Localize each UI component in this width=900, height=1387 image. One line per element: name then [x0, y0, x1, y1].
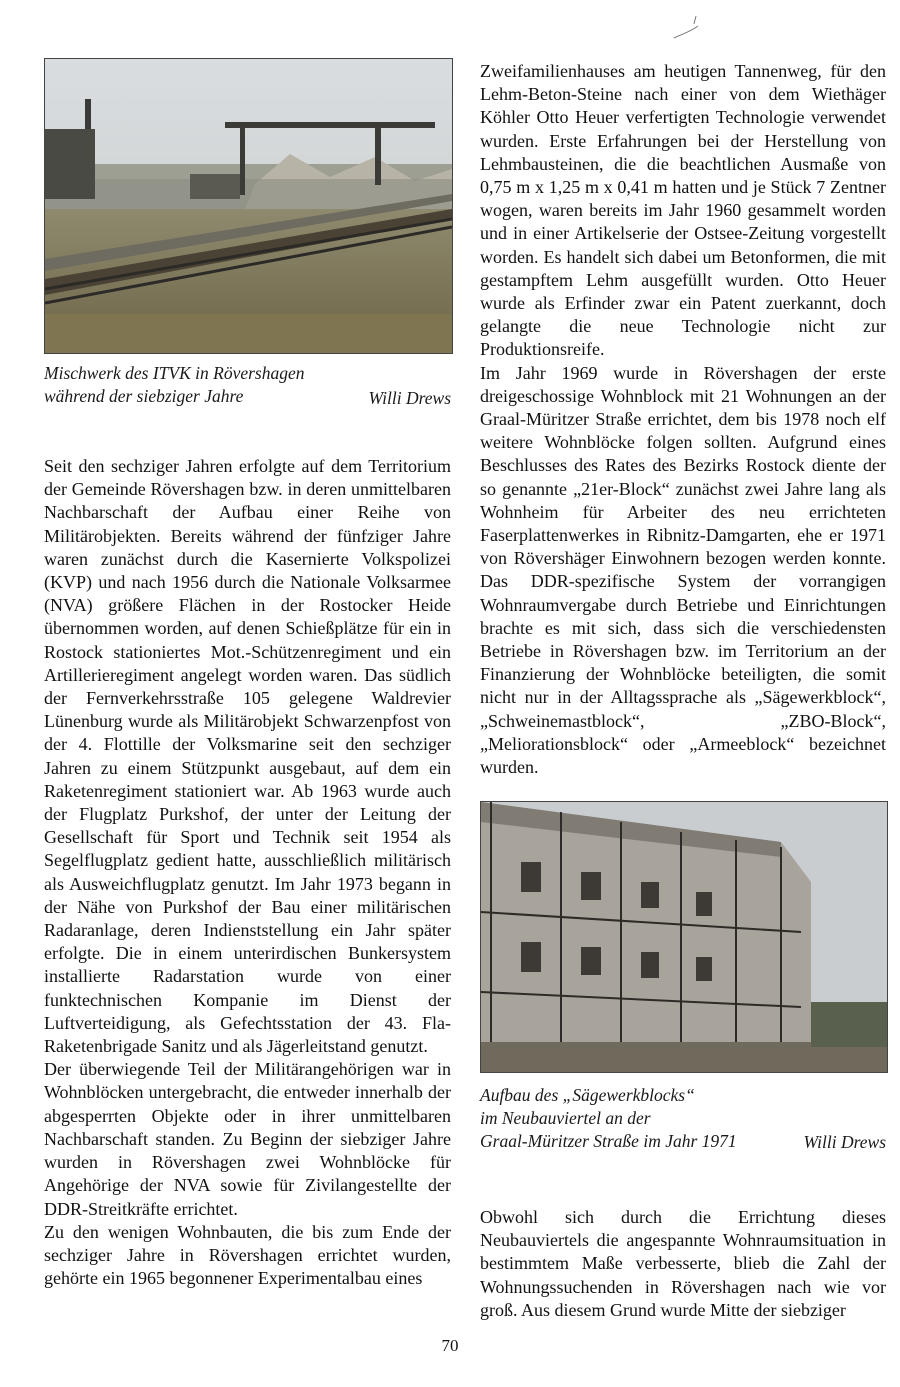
photo2-caption-line3: Graal-Müritzer Straße im Jahr 1971: [480, 1131, 737, 1151]
paragraph: Seit den sechziger Jahren erfolgte auf dem Territorium der Gemeinde Rövershagen bzw. in deren unmittelbaren Nachbarschaft der Aufbau einer Reihe von Militärobjekten. Bereits während der fünfziger Jahre waren zunächst durch die Kasernierte Volkspolizei (KVP) und nach 1956 durch die Nationale Volksarmee (NVA) größere Flächen in der Rostocker Heide übernommen worden, auf denen Schießplätze für ein in Rostock stationiertes Mot.-Schützenregiment und ein Artillerieregiment angelegt worden waren. Das südlich der Fernverkehrsstraße 105 gelegene Waldrevier Lünenburg wurde als Militärobjekt Schwarzenpfost von der 4. Flottille der Volksmarine seit den sechziger Jahren zu einem Stützpunkt ausgebaut, auf dem ein Raketenregiment stationiert war. Ab 1963 wurde auch der Flugplatz Purkshof, der unter der Leitung der Gesellschaft für Sport und Technik seit 1954 als Segelflugplatz gedient hatte, ausschließlich militärisch als Ausweichflugplatz genutzt. Im Jahr 1973 begann in der Nähe von Purkshof der Bau einer militärischen Radaranlage, deren Indienststellung ein Jahr später erfolgte. Die in einem unterirdischen Bunkersystem installierte Radarstation wurde von einer funktechnischen Kompanie im Dienst der Luftverteidigung, als Gefechtsstation der 43. Fla-Raketenbrigade Sanitz und als Jägerleitstand genutzt.: [44, 456, 451, 1057]
paragraph: Zweifamilienhauses am heutigen Tannenweg, für den Lehm-Beton-Steine nach einer von dem Wiethäger Köhler Otto Heuer verfertigten Technologie verwendet wurden. Erste Erfahrungen bei der Herstellung von Lehmbausteinen, die die beachtlichen Ausmaße von 0,75 m x 1,25 m x 0,41 m hatten und je Stück 7 Zentner wogen, waren bereits im Jahr 1960 gesammelt worden und in einer Artikelserie der Ostsee-Zeitung vorgestellt worden. Es handelt sich dabei um Betonformen, die mit gestampftem Lehm ausgefüllt wurden. Otto Heuer wurde als Erfinder zwar ein Patent zuerkannt, doch gelangte die neue Technologie nicht zur Produktionsreife.: [480, 61, 886, 360]
right-column-text: [480, 60, 886, 779]
pen-scribble-mark: [672, 12, 702, 42]
photo1-caption-line2: während der siebziger Jahre: [44, 386, 244, 406]
left-column-text: [44, 455, 451, 1290]
page-number: 70: [441, 1336, 459, 1355]
photo2-caption: [480, 1084, 886, 1154]
paragraph: Obwohl sich durch die Errichtung dieses Neubauviertels die angespannte Wohnraumsituation in bestimmtem Maße verbesserte, blieb die Zahl der Wohnungssuchenden in Rövershagen nach wie vor groß. Aus diesem Grund wurde Mitte der siebziger: [480, 1207, 886, 1320]
photo1-caption: [44, 362, 451, 410]
mixing-plant-photo: [44, 58, 453, 354]
paragraph: Im Jahr 1969 wurde in Rövershagen der erste dreigeschossige Wohnblock mit 21 Wohnungen an der Graal-Müritzer Straße errichtet, dem bis 1978 noch elf weitere Wohnblöcke folgen sollten. Aufgrund eines Beschlusses des Rates des Bezirks Rostock diente der so genannte „21er-Block“ zunächst zwei Jahre lang als Wohnheim für Arbeiter des neu errichteten Faserplattenwerkes in Ribnitz-Damgarten, ehe er 1971 von Rövershäger Einwohnern bezogen werden konnte. Das DDR-spezifische System der vorrangigen Wohnraumvergabe durch Betriebe und Einrichtungen brachte es mit sich, dass sich die verschiedensten Betriebe in Rövershagen bzw. im Territorium an der Finanzierung der Wohnblöcke beteiligten, die somit nicht nur in der Alltagssprache als „Sägewerkblock“, „Schweinemastblock“, „ZBO-Block“, „Meliorationsblock“ oder „Armeeblock“ bezeichnet wurden.: [480, 362, 886, 778]
paragraph: Zu den wenigen Wohnbauten, die bis zum Ende der sechziger Jahre in Rövershagen errichtet wurden, gehörte ein 1965 begonnener Experimentalbau eines: [44, 1221, 451, 1289]
right-column-text-continued: [480, 1206, 886, 1322]
photo2-credit: Willi Drews: [803, 1132, 886, 1152]
photo1-credit: Willi Drews: [368, 388, 451, 408]
photo2-caption-line2: im Neubauviertel an der: [480, 1108, 651, 1128]
construction-block-photo: [480, 801, 888, 1073]
photo2-caption-line1: Aufbau des „Sägewerkblocks“: [480, 1085, 695, 1105]
photo1-caption-line1: Mischwerk des ITVK in Rövershagen: [44, 363, 305, 383]
paragraph: Der überwiegende Teil der Militärangehörigen war in Wohnblöcken untergebracht, die entweder innerhalb der abgesperrten Objekte oder in ihrer unmittelbaren Nachbarschaft standen. Zu Beginn der siebziger Jahre wurden in Rövershagen zwei Wohnblöcke für Angehörige der NVA sowie für Zivilangestellte der DDR-Streitkräfte errichtet.: [44, 1059, 451, 1219]
